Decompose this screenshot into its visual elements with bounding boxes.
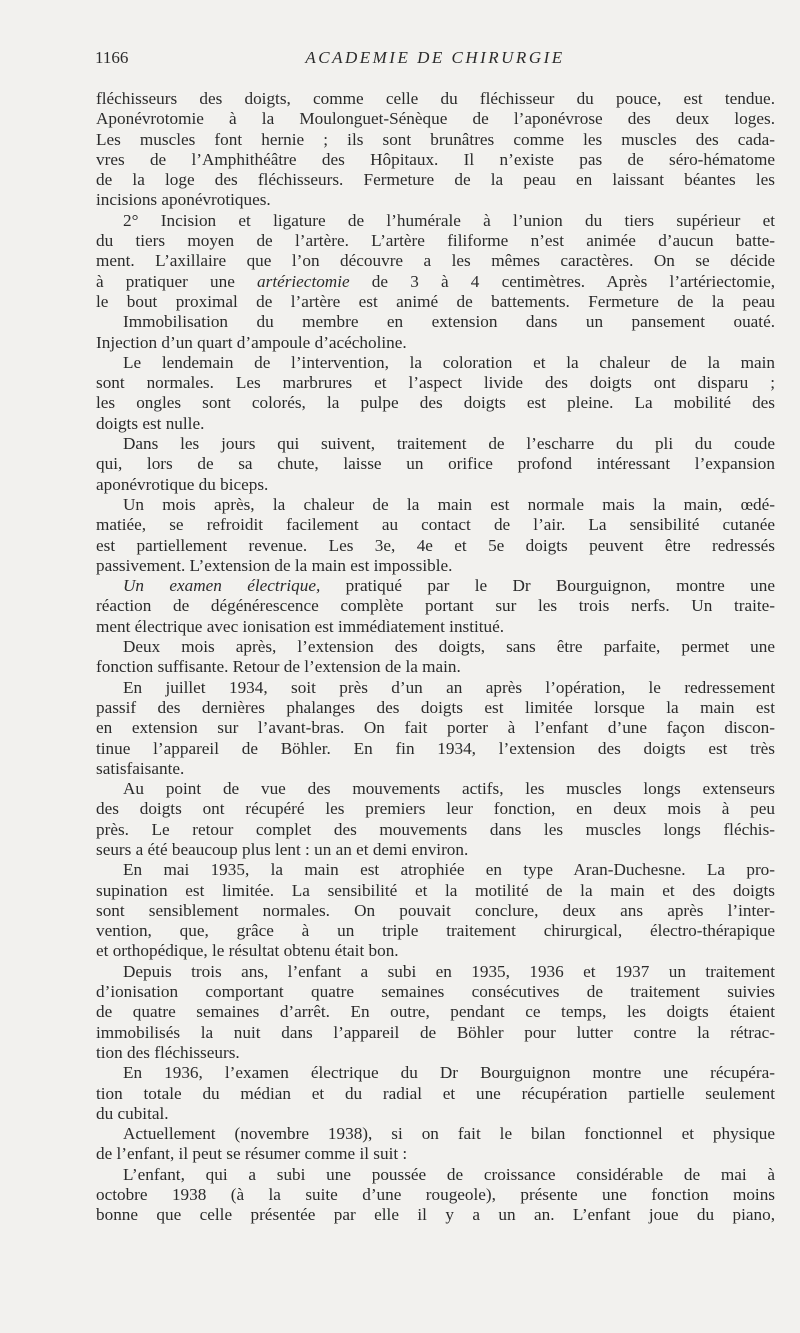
text-line-segment: pratiqué par le Dr Bourguignon, montre une: [320, 576, 775, 596]
text-line: tinue l’appareil de Böhler. En fin 1934, l’extension des doigts est très: [96, 738, 775, 758]
text-line: satisfaisante.: [96, 758, 185, 778]
text-line: de la loge des fléchisseurs. Fermeture de la peau en laissant béantes les: [96, 170, 775, 190]
text-line: et orthopédique, le résultat obtenu était bon.: [96, 941, 399, 961]
text-line: de l’enfant, il peut se résumer comme il suit :: [96, 1144, 408, 1164]
body-text: [96, 89, 775, 1226]
text-line: de quatre semaines d’arrêt. En outre, pendant ce temps, les doigts étaient: [96, 1002, 775, 1022]
text-line: Un mois après, la chaleur de la main est normale mais la main, œdé-: [123, 494, 775, 514]
text-line: bonne que celle présentée par elle il y a un an. L’enfant joue du piano,: [96, 1205, 775, 1225]
page-number: 1166: [95, 48, 129, 67]
text-line: supination est limitée. La sensibilité et la motilité de la main et des doigts: [96, 880, 775, 900]
text-line: tion totale du médian et du radial et une récupération partielle seulement: [96, 1083, 775, 1103]
text-line: immobilisés la nuit dans l’appareil de Böhler pour lutter contre la rétrac-: [96, 1022, 775, 1042]
text-line: [96, 576, 775, 596]
text-line: du cubital.: [96, 1103, 169, 1123]
text-line: Dans les jours qui suivent, traitement de l’escharre du pli du coude: [123, 434, 775, 454]
text-line: d’ionisation comportant quatre semaines consécutives de traitement suivies: [96, 982, 775, 1002]
text-line: vention, que, grâce à un triple traitement chirurgical, électro-thérapique: [96, 921, 775, 941]
text-line: matiée, se refroidit facilement au contact de l’air. La sensibilité cutanée: [96, 515, 775, 535]
text-line-segment: de 3 à 4 centimètres. Après l’artériectomie,: [349, 271, 775, 291]
text-line: doigts est nulle.: [96, 413, 205, 433]
text-line: près. Le retour complet des mouvements dans les muscles longs fléchis-: [96, 819, 775, 839]
text-line: 2° Incision et ligature de l’humérale à l’union du tiers supérieur et: [123, 210, 775, 230]
text-line: Deux mois après, l’extension des doigts, sans être parfaite, permet une: [123, 637, 775, 657]
text-line: passivement. L’extension de la main est impossible.: [96, 555, 453, 575]
text-line: [96, 272, 775, 292]
text-line: des doigts ont récupéré les premiers leur fonction, en deux mois à peu: [96, 799, 775, 819]
text-line: est partiellement revenue. Les 3e, 4e et 5e doigts peuvent être redressés: [96, 535, 775, 555]
text-line: seurs a été beaucoup plus lent : un an et demi environ.: [96, 839, 469, 859]
text-line: fonction suffisante. Retour de l’extension de la main.: [96, 657, 461, 677]
text-line: Injection d’un quart d’ampoule d’acécholine.: [96, 332, 407, 352]
text-line: L’enfant, qui a subi une poussée de croissance considérable de mai à: [123, 1164, 775, 1184]
italic-term: artériectomie: [257, 271, 350, 291]
text-line: le bout proximal de l’artère est animé de battements. Fermeture de la peau: [96, 291, 775, 311]
text-line-segment: à pratiquer une: [96, 271, 258, 291]
text-line: Les muscles font hernie ; ils sont brunâtres comme les muscles des cada-: [96, 129, 775, 149]
text-line: En juillet 1934, soit près d’un an après l’opération, le redressement: [123, 677, 775, 697]
text-line: qui, lors de sa chute, laisse un orifice profond intéressant l’expansion: [96, 454, 775, 474]
text-line: fléchisseurs des doigts, comme celle du fléchisseur du pouce, est tendue.: [96, 89, 775, 108]
text-line: incisions aponévrotiques.: [96, 190, 271, 210]
text-line: aponévrotique du biceps.: [96, 474, 269, 494]
text-line: Immobilisation du membre en extension dans un pansement ouaté.: [123, 312, 775, 332]
text-line: Depuis trois ans, l’enfant a subi en 1935, 1936 et 1937 un traitement: [123, 961, 775, 981]
text-line: du tiers moyen de l’artère. L’artère filiforme n’est animée d’aucun batte-: [96, 231, 775, 251]
text-line: ment électrique avec ionisation est immédiatement institué.: [96, 616, 505, 636]
text-line: passif des dernières phalanges des doigts est limitée lorsque la main est: [96, 697, 775, 717]
text-line: tion des fléchisseurs.: [96, 1042, 240, 1062]
text-line: vres de l’Amphithéâtre des Hôpitaux. Il n’existe pas de séro-hématome: [96, 149, 775, 169]
text-line: sont normales. Les marbrures et l’aspect livide des doigts ont disparu ;: [96, 373, 775, 393]
text-line: Au point de vue des mouvements actifs, les muscles longs extenseurs: [123, 779, 775, 799]
text-line: ment. L’axillaire que l’on découvre a les mêmes caractères. On se décide: [96, 251, 775, 271]
text-line: octobre 1938 (à la suite d’une rougeole), présente une fonction moins: [96, 1185, 775, 1205]
text-line: Actuellement (novembre 1938), si on fait le bilan fonctionnel et physique: [123, 1124, 775, 1144]
italic-term: Un examen électrique,: [123, 576, 321, 596]
text-line: les ongles sont colorés, la pulpe des doigts est pleine. La mobilité des: [96, 393, 775, 413]
text-line: sont sensiblement normales. On pouvait conclure, deux ans après l’inter-: [96, 900, 775, 920]
text-line: Le lendemain de l’intervention, la coloration et la chaleur de la main: [123, 352, 775, 372]
text-line: En 1936, l’examen électrique du Dr Bourguignon montre une récupéra-: [123, 1063, 775, 1083]
text-line: réaction de dégénérescence complète portant sur les trois nerfs. Un traite-: [96, 596, 775, 616]
page-header: [95, 48, 775, 72]
text-line: Aponévrotomie à la Moulonguet-Sénèque de l’aponévrose des deux loges.: [96, 109, 775, 129]
running-title: ACADEMIE DE CHIRURGIE: [305, 48, 565, 67]
text-line: En mai 1935, la main est atrophiée en type Aran-Duchesne. La pro-: [123, 860, 775, 880]
text-line: en extension sur l’avant-bras. On fait porter à l’enfant d’une façon discon-: [96, 718, 775, 738]
